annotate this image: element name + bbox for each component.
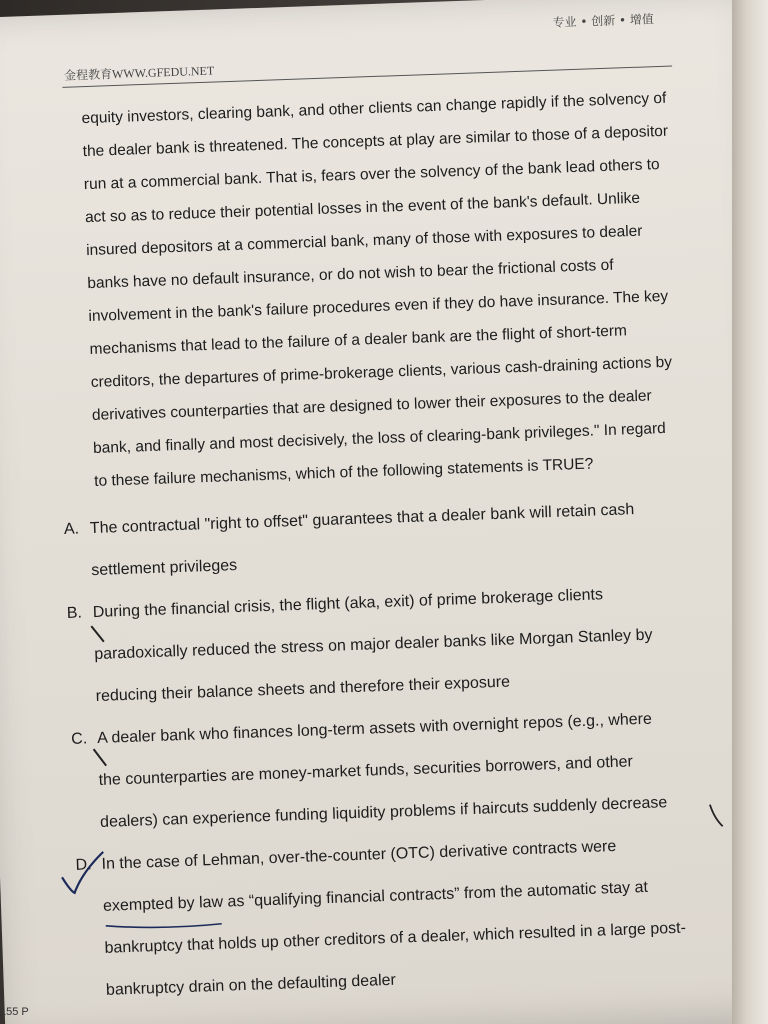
option-c-letter: C.: [70, 730, 88, 748]
header-slogan: 专业 • 创新 • 增值: [552, 12, 655, 30]
passage-line: run at a commercial bank. That is, fears over the solvency of the bank lead others to: [83, 156, 660, 194]
passage-text: [81, 81, 694, 498]
option-c-text: A dealer bank who finances long-term assets with overnight repos (e.g., where: [96, 710, 653, 747]
option-a-text: settlement privileges: [91, 557, 238, 580]
option-c-text: dealers) can experience funding liquidity problems if haircuts suddenly decrease: [99, 794, 668, 831]
option-b-text: reducing their balance sheets and therefore their exposure: [95, 673, 511, 706]
option-b-text: During the financial crisis, the flight (aka, exit) of prime brokerage clients: [92, 586, 604, 622]
passage-line: creditors, the departures of prime-brokerage clients, various cash-draining actions by: [90, 353, 673, 392]
passage-question: to these failure mechanisms, which of the following statements is TRUE?: [93, 455, 594, 490]
adjacent-page-edge: [732, 0, 768, 1024]
passage-line: derivatives counterparties that are designed to lower their exposures to the dealer: [91, 387, 652, 424]
passage-line: bank, and finally and most decisively, the loss of clearing-bank privileges." In regard: [92, 419, 667, 457]
passage-line: mechanisms that lead to the failure of a dealer bank are the flight of short-term: [89, 322, 628, 359]
page-number-fragment: 155 P: [0, 1006, 29, 1018]
option-a-letter: A.: [63, 520, 80, 539]
option-d-text: bankruptcy drain on the defaulting dealer: [105, 971, 397, 999]
option-d-text: In the case of Lehman, over-the-counter (OTC) derivative contracts were: [101, 837, 617, 873]
option-a-text: The contractual "right to offset" guarantees that a dealer bank will retain cash: [89, 501, 635, 538]
option-b-text: paradoxically reduced the stress on major dealer banks like Morgan Stanley by: [93, 626, 653, 664]
answer-options: [63, 487, 726, 1013]
passage-line: equity investors, clearing bank, and other clients can change rapidly if the solvency of: [81, 89, 667, 128]
option-d-letter: D.: [75, 856, 92, 874]
passage-line: insured depositors at a commercial bank, many of those with exposures to dealer: [85, 222, 643, 260]
passage-line: banks have no default insurance, or do not wish to bear the frictional costs of: [87, 256, 614, 293]
option-c-text: the counterparties are money-market funds, securities borrowers, and other: [98, 753, 634, 789]
header-website: 金程教育WWW.GFEDU.NET: [63, 63, 215, 83]
option-d-text: exempted by law as “qualifying financial contracts” from the automatic stay at: [102, 878, 649, 915]
option-d-text: bankruptcy that holds up other creditors of a dealer, which resulted in a large post-: [104, 919, 687, 957]
passage-line: the dealer bank is threatened. The concepts at play are similar to those of a depositor: [82, 122, 669, 161]
passage-line: involvement in the bank's failure procedures even if they do have insurance. The key: [88, 287, 669, 326]
passage-line: act so as to reduce their potential losses in the event of the bank's default. Unlike: [84, 189, 641, 227]
option-b-letter: B.: [66, 604, 83, 622]
